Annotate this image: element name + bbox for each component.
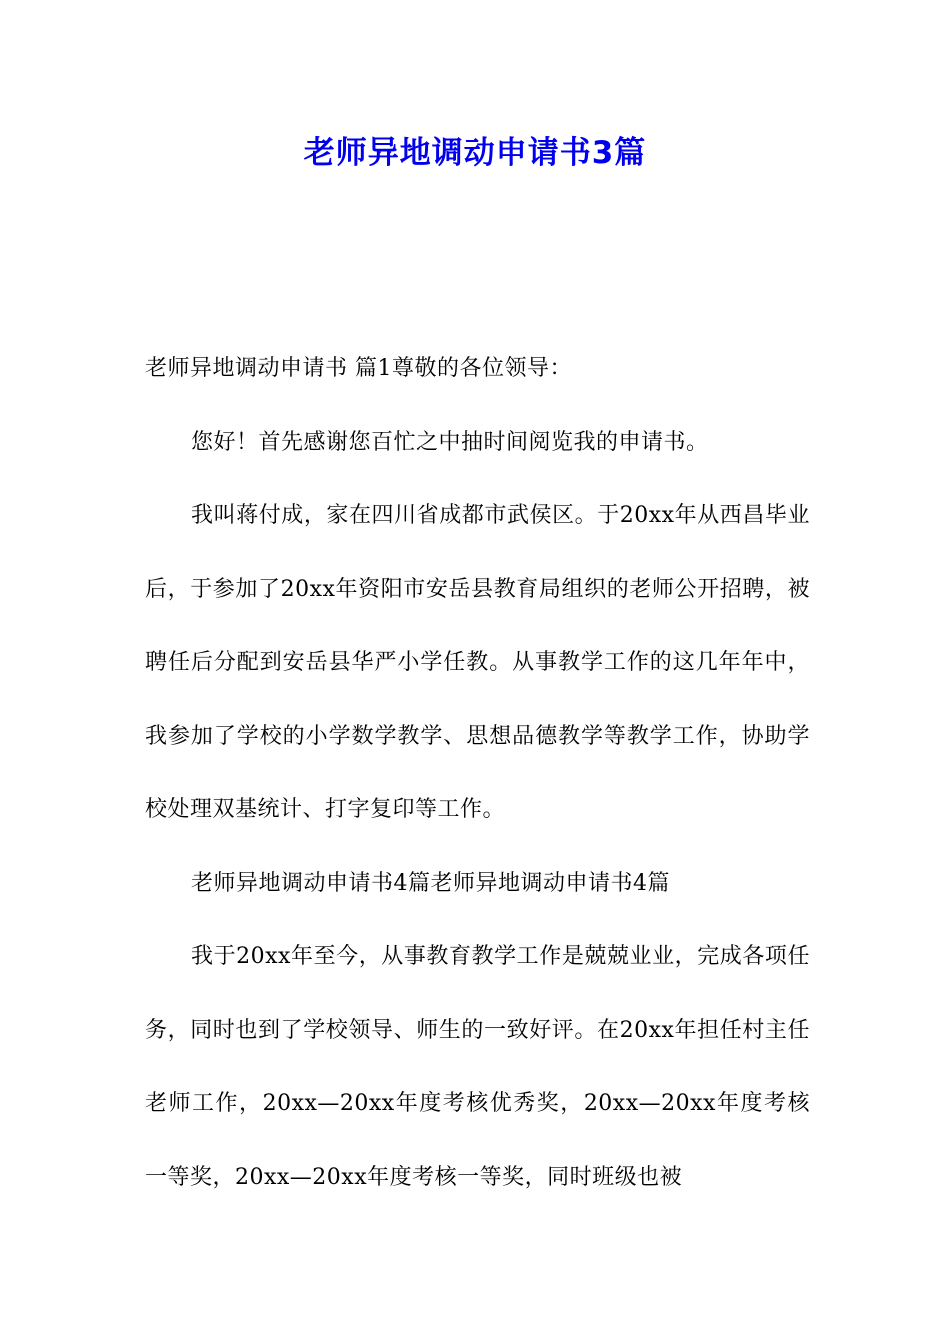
- paragraph-introduction: 我叫蒋付成，家在四川省成都市武侯区。于20xx年从西昌毕业后，于参加了20xx年资阳市安岳县教育局组织的老师公开招聘，被聘任后分配到安岳县华严小学任教。从事教学工作的这几年年中，我参加了学校的小学数学教学、思想品德教学等教学工作，协助学校处理双基统计、打字复印等工作。: [145, 503, 810, 822]
- paragraph-heading-repeat: 老师异地调动申请书4篇老师异地调动申请书4篇: [191, 870, 670, 896]
- document-body: [145, 332, 810, 1214]
- document-title: 老师异地调动申请书3篇: [303, 135, 647, 171]
- paragraph-work-record: 我于20xx年至今，从事教育教学工作是兢兢业业，完成各项任务，同时也到了学校领导、师生的一致好评。在20xx年担任村主任老师工作，20xx—20xx年度考核优秀奖，20xx—20xx年度考核一等奖，20xx—20xx年度考核一等奖，同时班级也被: [145, 944, 810, 1190]
- paragraph-salutation: 老师异地调动申请书 篇1尊敬的各位领导：: [145, 356, 572, 381]
- paragraph-greeting: 您好！首先感谢您百忙之中抽时间阅览我的申请书。: [191, 429, 709, 455]
